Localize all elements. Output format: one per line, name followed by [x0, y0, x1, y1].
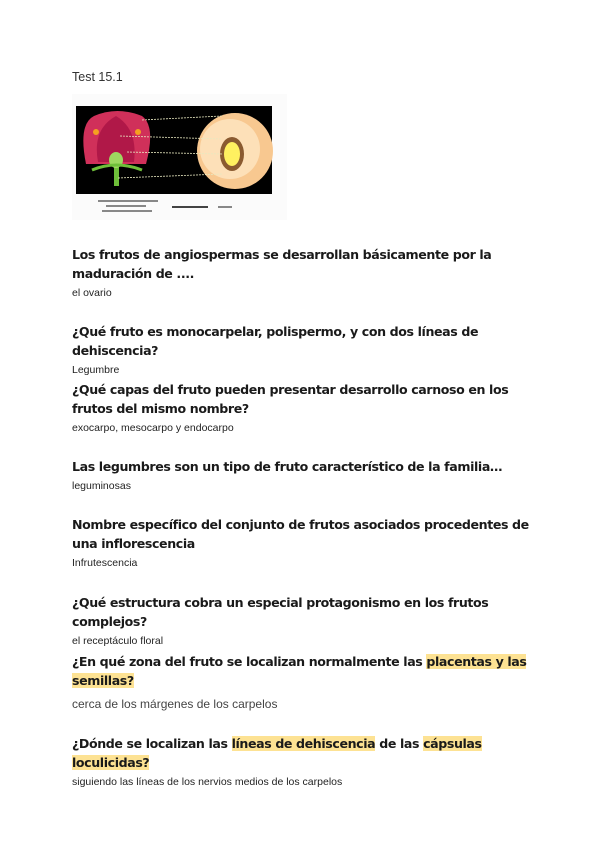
highlighted-text: placentas y las semillas?	[72, 654, 527, 688]
question	[72, 245, 532, 283]
answer: Infrutescencia	[72, 557, 138, 569]
question-text: ¿Qué capas del fruto pueden presentar desarrollo carnoso en los frutos del mismo nombre?	[72, 382, 509, 416]
qa-item-7	[72, 652, 552, 711]
question-text: ¿Qué estructura cobra un especial protagonismo en los frutos complejos?	[72, 595, 489, 629]
question-text: ¿Qué fruto es monocarpelar, polispermo, y con dos líneas de dehiscencia?	[72, 324, 479, 358]
question	[72, 734, 552, 772]
question-text: ¿En qué zona del fruto se localizan normalmente las	[72, 654, 427, 669]
qa-item-5	[72, 515, 532, 569]
answer: el receptáculo floral	[72, 635, 164, 647]
qa-item-6	[72, 593, 532, 647]
qa-item-8	[72, 734, 552, 788]
question	[72, 322, 532, 360]
flower-to-fruit-diagram	[72, 94, 287, 220]
question	[72, 380, 532, 418]
question-text: ¿Dónde se localizan las	[72, 736, 232, 751]
question	[72, 593, 532, 631]
question-text: Nombre específico del conjunto de frutos asociados procedentes de una inflorescencia	[72, 517, 529, 551]
answer: Legumbre	[72, 364, 120, 376]
highlighted-text: cápsulas loculicidas?	[72, 736, 482, 770]
question	[72, 515, 532, 553]
question-text: Las legumbres son un tipo de fruto característico de la familia…	[72, 459, 503, 474]
document-title: Test 15.1	[72, 70, 123, 84]
answer: leguminosas	[72, 480, 131, 492]
answer: cerca de los márgenes de los carpelos	[72, 697, 278, 711]
answer: exocarpo, mesocarpo y endocarpo	[72, 422, 234, 434]
question	[72, 652, 552, 690]
answer: siguiendo las líneas de los nervios medios de los carpelos	[72, 776, 343, 788]
qa-item-1	[72, 245, 532, 299]
qa-item-4	[72, 457, 532, 492]
qa-item-3	[72, 380, 532, 434]
qa-item-2	[72, 322, 532, 376]
highlighted-text: líneas de dehiscencia	[231, 736, 376, 751]
question-text: Los frutos de angiospermas se desarrollan básicamente por la maduración de ....	[72, 247, 492, 281]
question-text: de las	[375, 736, 424, 751]
question	[72, 457, 532, 476]
answer: el ovario	[72, 287, 112, 299]
